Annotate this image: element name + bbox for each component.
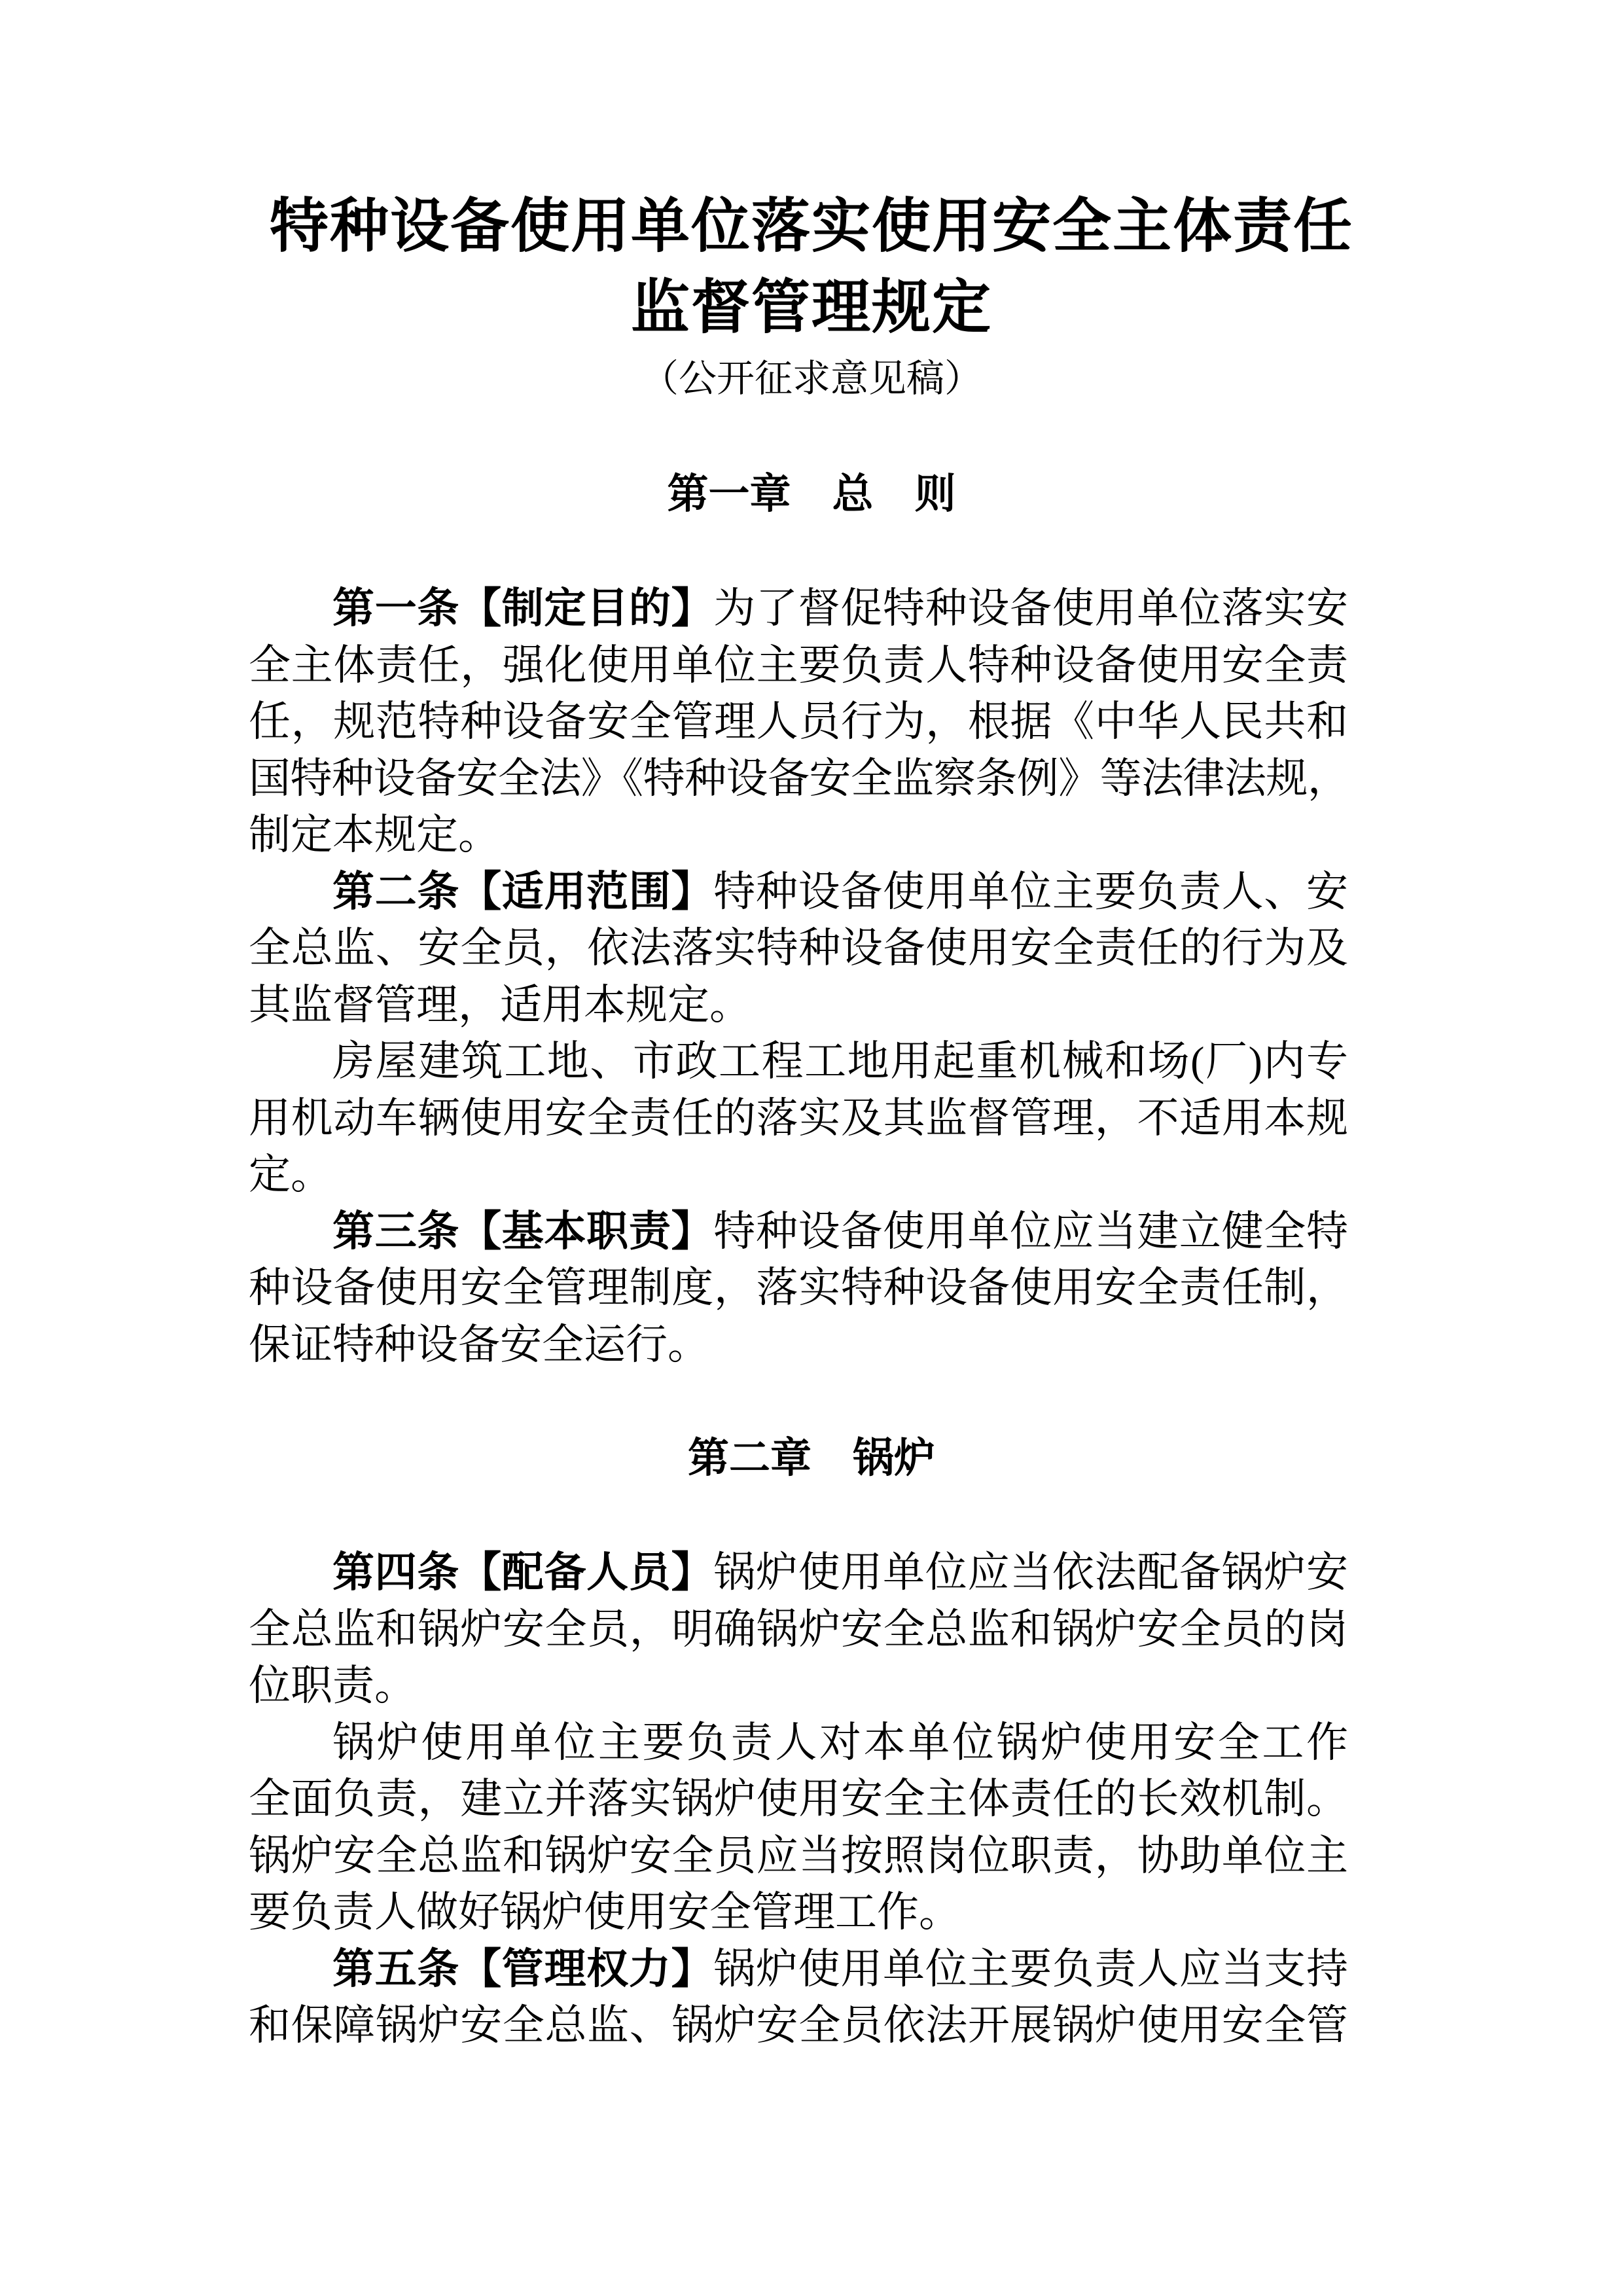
- document-title-line-1: 特种设备使用单位落实使用安全主体责任: [270, 194, 1353, 259]
- paragraph: [249, 1545, 1348, 1715]
- paragraph-line: [249, 581, 1348, 637]
- paragraph-line: [249, 1090, 1348, 1147]
- paragraph-line: [249, 1260, 1348, 1317]
- paragraph-line: [249, 807, 1348, 864]
- line-text: 定。: [249, 1151, 332, 1198]
- paragraph: [249, 1715, 1348, 1941]
- paragraph: [249, 864, 1348, 1034]
- line-text: 锅炉使用单位主要负责人应当支持: [713, 1945, 1349, 1992]
- line-text: 特种设备使用单位应当建立健全特: [713, 1208, 1349, 1255]
- paragraph-line: [249, 1147, 1348, 1204]
- paragraph-line: [249, 637, 1348, 694]
- article-lead: 第三条【基本职责】: [332, 1208, 714, 1255]
- line-text: 制定本规定。: [249, 812, 500, 858]
- article-lead: 第二条【适用范围】: [332, 868, 714, 915]
- paragraph-line: [249, 1884, 1348, 1941]
- line-text: 为了督促特种设备使用单位落实安: [713, 585, 1349, 632]
- paragraph: [249, 581, 1348, 864]
- article-lead: 第四条【配备人员】: [332, 1549, 714, 1596]
- line-text: 房屋建筑工地、市政工程工地用起重机械和场(厂)内专: [332, 1038, 1348, 1085]
- document-body: [0, 473, 1623, 2054]
- article-lead: 第五条【管理权力】: [332, 1945, 714, 1992]
- line-text: 任，规范特种设备安全管理人员行为，根据《中华人民共和: [249, 698, 1348, 745]
- paragraph-line: [249, 694, 1348, 751]
- paragraph-line: [249, 977, 1348, 1034]
- document-header: [0, 187, 1623, 409]
- paragraph-line: [249, 1204, 1348, 1261]
- document-title-line-2: 监督管理规定: [631, 276, 992, 340]
- line-text: 特种设备使用单位主要负责人、安: [713, 868, 1349, 915]
- line-text: 保证特种设备安全运行。: [249, 1321, 709, 1368]
- line-text: 其监督管理，适用本规定。: [249, 981, 751, 1028]
- paragraph-line: [249, 1545, 1348, 1602]
- line-text: 位职责。: [249, 1662, 416, 1709]
- line-text: 锅炉使用单位主要负责人对本单位锅炉使用安全工作: [332, 1719, 1348, 1766]
- paragraph-line: [249, 1602, 1348, 1659]
- paragraph: [249, 1204, 1348, 1374]
- line-text: 种设备使用安全管理制度，落实特种设备使用安全责任制，: [249, 1265, 1348, 1311]
- paragraph-line: [249, 1828, 1348, 1885]
- paragraph: [249, 1941, 1348, 2054]
- line-text: 全面负责，建立并落实锅炉使用安全主体责任的长效机制。: [249, 1776, 1348, 1822]
- line-text: 全总监和锅炉安全员，明确锅炉安全总监和锅炉安全员的岗: [249, 1605, 1348, 1653]
- document-subtitle: （公开征求意见稿）: [640, 357, 982, 400]
- line-text: 和保障锅炉安全总监、锅炉安全员依法开展锅炉使用安全管: [249, 2002, 1348, 2049]
- paragraph-line: [249, 920, 1348, 977]
- article-lead: 第一条【制定目的】: [332, 585, 714, 632]
- paragraph-line: [249, 864, 1348, 921]
- line-text: 全主体责任，强化使用单位主要负责人特种设备使用安全责: [249, 641, 1348, 689]
- paragraph-line: [249, 1771, 1348, 1828]
- paragraph-line: [249, 751, 1348, 808]
- chapter-heading: 第一章 总 则: [667, 471, 956, 517]
- paragraph: [249, 1033, 1348, 1204]
- paragraph-line: [249, 1715, 1348, 1772]
- paragraph-line: [249, 1658, 1348, 1715]
- line-text: 全总监、安全员，依法落实特种设备使用安全责任的行为及: [249, 925, 1348, 971]
- line-text: 锅炉安全总监和锅炉安全员应当按照岗位职责，协助单位主: [249, 1832, 1348, 1879]
- paragraph-line: [249, 1941, 1348, 1998]
- line-text: 国特种设备安全法》《特种设备安全监察条例》等法律法规，: [249, 755, 1348, 802]
- paragraph-line: [249, 1998, 1348, 2054]
- line-text: 要负责人做好锅炉使用安全管理工作。: [249, 1889, 961, 1935]
- paragraph-line: [249, 1317, 1348, 1374]
- line-text: 锅炉使用单位应当依法配备锅炉安: [713, 1549, 1349, 1596]
- chapter-heading: 第二章 锅炉: [688, 1435, 935, 1481]
- paragraph-line: [249, 1033, 1348, 1090]
- line-text: 用机动车辆使用安全责任的落实及其监督管理，不适用本规: [249, 1094, 1348, 1141]
